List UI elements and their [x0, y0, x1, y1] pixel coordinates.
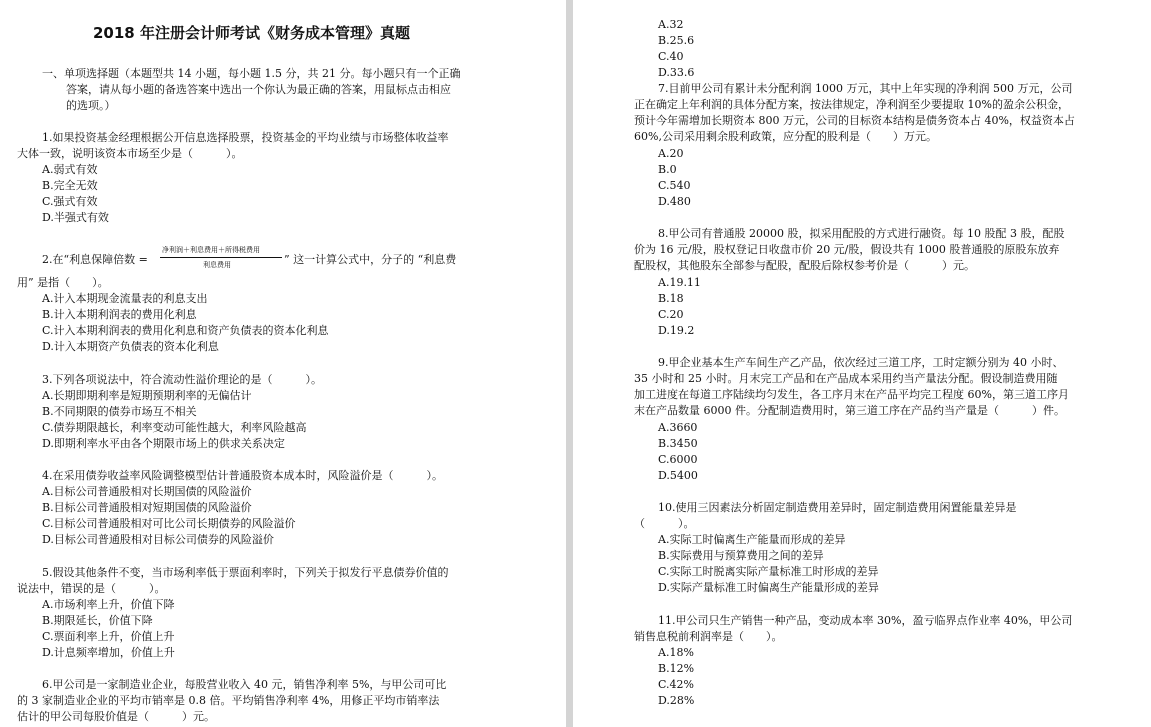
q10-stem-line2: （ ）。 [634, 517, 695, 530]
q11-stem-line2: 销售息税前利润率是（ ）。 [634, 630, 783, 643]
document-title: 2018 年注册会计师考试《财务成本管理》真题 [93, 24, 410, 42]
q11-option-d[interactable]: D.28% [658, 694, 695, 707]
q6-option-a[interactable]: A.32 [658, 18, 684, 31]
q4-option-a[interactable]: A.目标公司普通股相对长期国债的风险溢价 [42, 485, 252, 498]
section-header-line3: 的选项。） [66, 99, 116, 112]
q4-option-b[interactable]: B.目标公司普通股相对短期国债的风险溢价 [42, 501, 252, 514]
q2-option-a[interactable]: A.计入本期现金流量表的利息支出 [42, 292, 208, 305]
q8-stem-line1: 8.甲公司有普通股 20000 股，拟采用配股的方式进行融资。每 10 股配 3 股，配股 [658, 227, 1065, 240]
q10-option-c[interactable]: C.实际工时脱离实际产量标准工时形成的差异 [658, 565, 879, 578]
q3-option-d[interactable]: D.即期利率水平由各个期限市场上的供求关系决定 [42, 437, 285, 450]
q7-stem-line4: 60%,公司采用剩余股利政策，应分配的股利是（ ）万元。 [634, 130, 937, 143]
q8-option-a[interactable]: A.19.11 [658, 276, 701, 289]
q9-stem-line3: 加工进度在每道工序陆续均匀发生，各工序月末在产品平均完工程度 60%，第三道工序月 [634, 388, 1069, 401]
q7-option-b[interactable]: B.0 [658, 163, 677, 176]
q6-stem-line3: 估计的甲公司每股价值是（ ）元。 [17, 710, 215, 723]
q5-option-d[interactable]: D.计息频率增加，价值上升 [42, 646, 175, 659]
q2-stem-pre: 2.在“利息保障倍数 = [42, 253, 148, 266]
q5-option-c[interactable]: C.票面利率上升，价值上升 [42, 630, 175, 643]
q5-option-a[interactable]: A.市场利率上升，价值下降 [42, 598, 175, 611]
q3-stem-line1: 3.下列各项说法中，符合流动性溢价理论的是（ ）。 [42, 373, 322, 386]
q3-option-c[interactable]: C.债券期限越长，利率变动可能性越大，利率风险越高 [42, 421, 307, 434]
q9-stem-line2: 35 小时和 25 小时。月末完工产品和在产品成本采用约当产量法分配。假设制造费用随 [634, 372, 1058, 385]
q9-stem-line1: 9.甲企业基本生产车间生产乙产品，依次经过三道工序，工时定额分别为 40 小时、 [658, 356, 1064, 369]
q2-option-d[interactable]: D.计入本期资产负债表的资本化利息 [42, 340, 219, 353]
q9-option-d[interactable]: D.5400 [658, 469, 698, 482]
q6-option-c[interactable]: C.40 [658, 50, 684, 63]
q1-stem-line1: 1.如果投资基金经理根据公开信息选择股票，投资基金的平均业绩与市场整体收益率 [42, 131, 449, 144]
section-header-line2: 答案，请从每小题的备选答案中选出一个你认为最正确的答案，用鼠标点击相应 [66, 83, 451, 96]
q7-stem-line3: 预计今年需增加长期资本 800 万元，公司的目标资本结构是债务资本占 40%，权益资本占 [634, 114, 1075, 127]
q8-option-c[interactable]: C.20 [658, 308, 684, 321]
q7-option-a[interactable]: A.20 [658, 147, 684, 160]
right-page [573, 0, 1151, 727]
q5-option-b[interactable]: B.期限延长，价值下降 [42, 614, 153, 627]
q6-stem-line2: 的 3 家制造业企业的平均市销率是 0.8 倍。平均销售净利率 4%，用修正平均市销率法 [17, 694, 440, 707]
q2-fraction-bar [160, 257, 282, 258]
q6-option-b[interactable]: B.25.6 [658, 34, 695, 47]
q1-option-c[interactable]: C.强式有效 [42, 195, 98, 208]
q2-fraction-denominator: 利息费用 [203, 261, 231, 269]
q2-stem-post: ” 这一计算公式中，分子的 “利息费 [284, 253, 457, 266]
q3-option-b[interactable]: B.不同期限的债券市场互不相关 [42, 405, 197, 418]
q4-stem-line1: 4.在采用债券收益率风险调整模型估计普通股资本成本时，风险溢价是（ ）。 [42, 469, 443, 482]
q7-stem-line2: 正在确定上年利润的具体分配方案，按法律规定，净利润至少要提取 10%的盈余公积金， [634, 98, 1069, 111]
q11-option-b[interactable]: B.12% [658, 662, 695, 675]
q11-option-c[interactable]: C.42% [658, 678, 694, 691]
page-divider [566, 0, 573, 727]
q5-stem-line2: 说法中，错误的是（ ）。 [17, 582, 166, 595]
q9-option-c[interactable]: C.6000 [658, 453, 698, 466]
q4-option-d[interactable]: D.目标公司普通股相对目标公司债券的风险溢价 [42, 533, 274, 546]
q6-stem-line1: 6.甲公司是一家制造业企业，每股营业收入 40 元，销售净利率 5%，与甲公司可比 [42, 678, 447, 691]
q7-option-d[interactable]: D.480 [658, 195, 691, 208]
section-header-line1: 一、单项选择题（本题型共 14 小题，每小题 1.5 分，共 21 分。每小题只有一个正确 [42, 67, 461, 80]
q11-option-a[interactable]: A.18% [658, 646, 694, 659]
q10-option-a[interactable]: A.实际工时偏离生产能量而形成的差异 [658, 533, 846, 546]
q5-stem-line1: 5.假设其他条件不变，当市场利率低于票面利率时，下列关于拟发行平息债券价值的 [42, 566, 449, 579]
q4-option-c[interactable]: C.目标公司普通股相对可比公司长期债券的风险溢价 [42, 517, 296, 530]
q9-stem-line4: 末在产品数量 6000 件。分配制造费用时，第三道工序在产品约当产量是（ ）件。 [634, 404, 1065, 417]
q9-option-b[interactable]: B.3450 [658, 437, 698, 450]
q7-option-c[interactable]: C.540 [658, 179, 691, 192]
q8-option-d[interactable]: D.19.2 [658, 324, 695, 337]
q3-option-a[interactable]: A.长期即期利率是短期预期利率的无偏估计 [42, 389, 252, 402]
q2-stem-line2: 用” 是指（ ）。 [17, 276, 109, 289]
q2-option-c[interactable]: C.计入本期利润表的费用化利息和资产负债表的资本化利息 [42, 324, 329, 337]
q2-fraction-numerator: 净利润＋利息费用＋所得税费用 [162, 246, 260, 254]
q6-option-d[interactable]: D.33.6 [658, 66, 695, 79]
q11-stem-line1: 11.甲公司只生产销售一种产品，变动成本率 30%，盈亏临界点作业率 40%，甲公司 [658, 614, 1073, 627]
q7-stem-line1: 7.目前甲公司有累计未分配利润 1000 万元，其中上年实现的净利润 500 万元，公司 [658, 82, 1073, 95]
q8-option-b[interactable]: B.18 [658, 292, 684, 305]
q1-option-a[interactable]: A.弱式有效 [42, 163, 98, 176]
left-page [0, 0, 566, 727]
q8-stem-line2: 价为 16 元/股，股权登记日收盘市价 20 元/股，假设共有 1000 股普通股的原股东放弃 [634, 243, 1060, 256]
q10-option-b[interactable]: B.实际费用与预算费用之间的差异 [658, 549, 824, 562]
q10-option-d[interactable]: D.实际产量标准工时偏离生产能量形成的差异 [658, 581, 879, 594]
q9-option-a[interactable]: A.3660 [658, 421, 698, 434]
q8-stem-line3: 配股权，其他股东全部参与配股，配股后除权参考价是（ ）元。 [634, 259, 975, 272]
q1-option-b[interactable]: B.完全无效 [42, 179, 98, 192]
q1-option-d[interactable]: D.半强式有效 [42, 211, 109, 224]
q2-option-b[interactable]: B.计入本期利润表的费用化利息 [42, 308, 197, 321]
q10-stem-line1: 10.使用三因素法分析固定制造费用差异时，固定制造费用闲置能量差异是 [658, 501, 1017, 514]
q1-stem-line2: 大体一致，说明该资本市场至少是（ ）。 [17, 147, 243, 160]
